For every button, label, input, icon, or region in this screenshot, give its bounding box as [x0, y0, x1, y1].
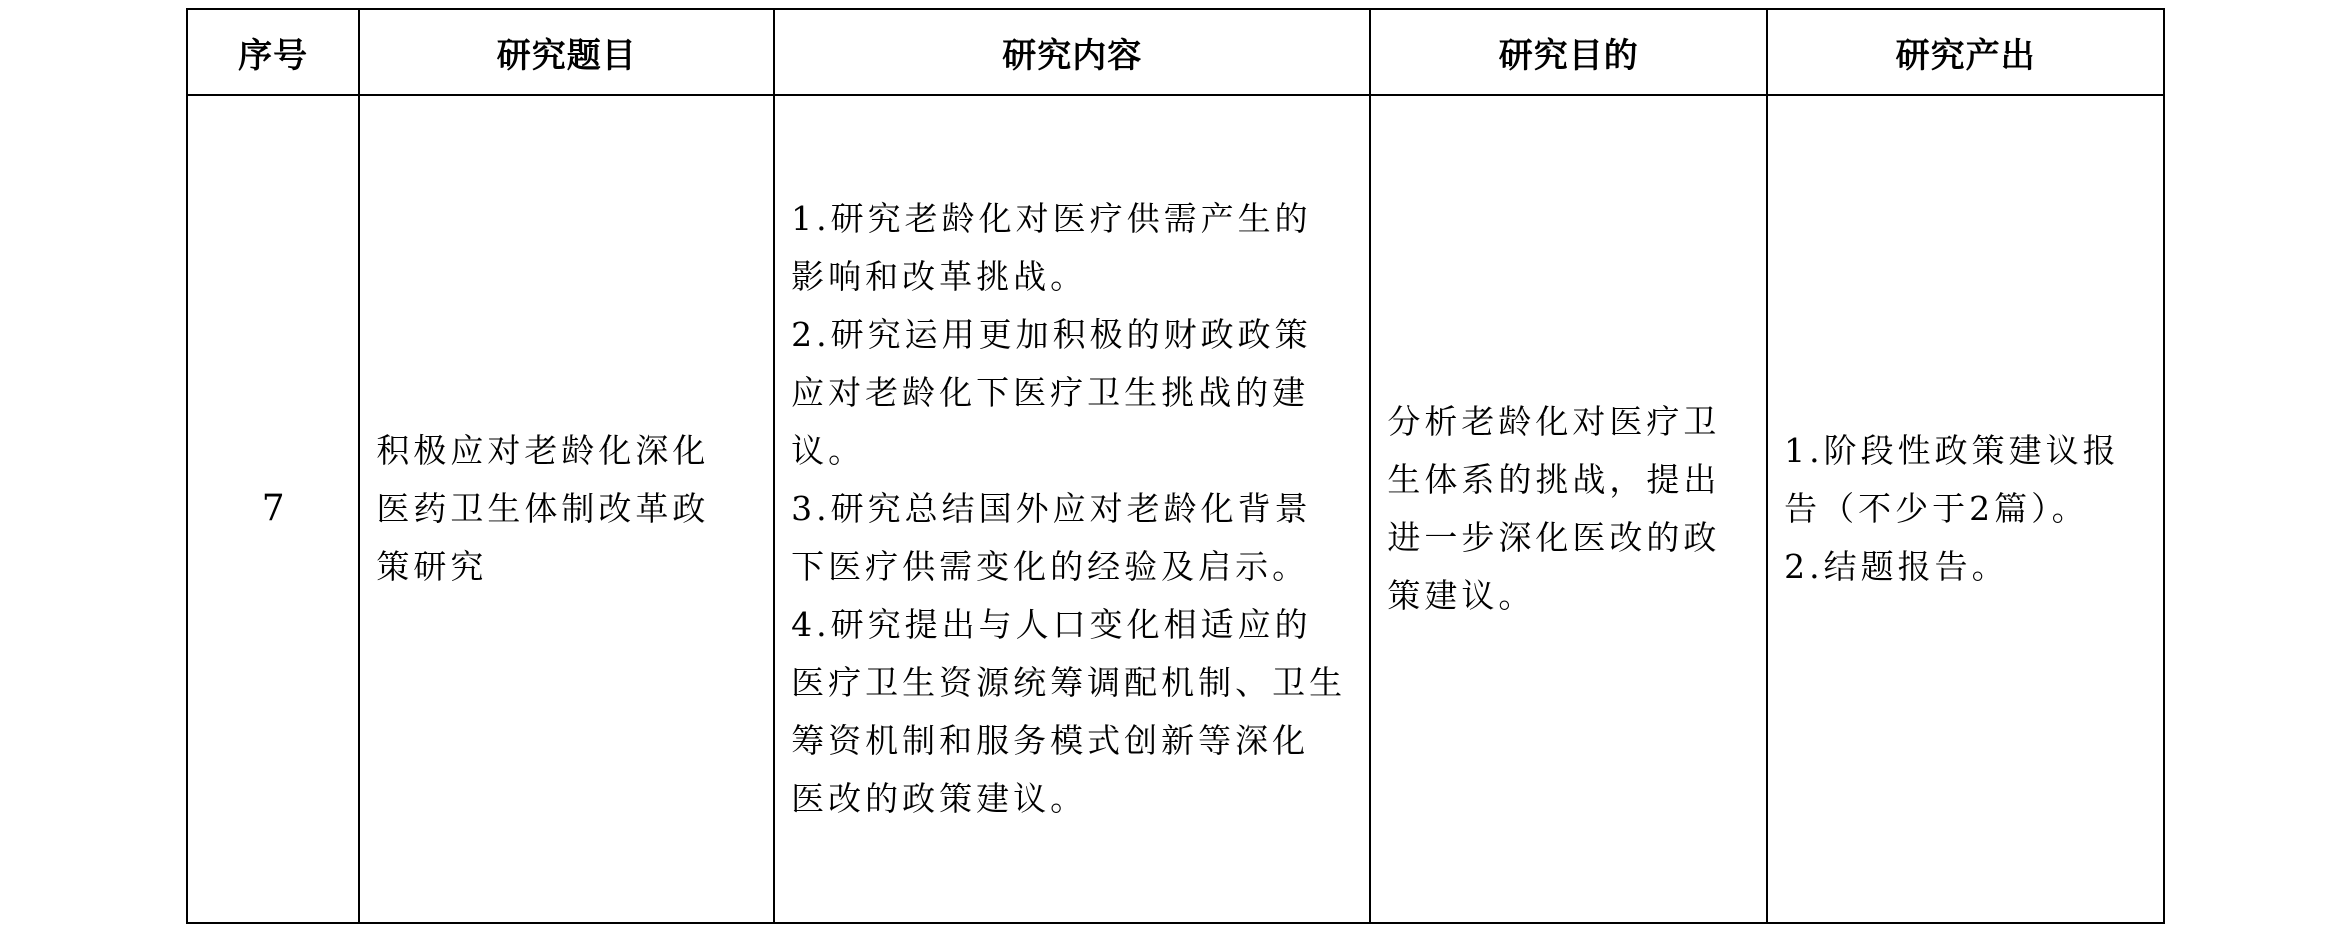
title-line: 积极应对老龄化深化 — [376, 431, 710, 470]
goal-line: 进一步深化医改的政 — [1387, 518, 1721, 557]
title-line: 策研究 — [376, 547, 488, 586]
content-line: 医改的政策建议。 — [791, 779, 1088, 818]
output-line: 告（不少于2篇）。 — [1784, 489, 2089, 528]
content-line: 议。 — [791, 431, 866, 470]
title-line: 医药卫生体制改革政 — [376, 489, 710, 528]
goal-line: 策建议。 — [1387, 576, 1536, 615]
content-line: 医疗卫生资源统筹调配机制、卫生 — [791, 663, 1347, 702]
research-title-cell — [359, 95, 774, 923]
output-line: 2.结题报告。 — [1784, 547, 2009, 586]
header-output: 研究产出 — [1767, 9, 2164, 95]
table-header-row — [187, 9, 2164, 95]
header-goal: 研究目的 — [1370, 9, 1767, 95]
table-row — [187, 95, 2164, 923]
research-topic-table — [186, 8, 2165, 924]
output-line: 1.阶段性政策建议报 — [1784, 431, 2120, 470]
content-line: 4.研究提出与人口变化相适应的 — [791, 605, 1312, 644]
content-line: 下医疗供需变化的经验及启示。 — [791, 547, 1310, 586]
research-output-cell — [1767, 95, 2164, 923]
research-goal-cell — [1370, 95, 1767, 923]
content-line: 1.研究老龄化对医疗供需产生的 — [791, 199, 1312, 238]
row-index-cell: 7 — [187, 95, 359, 923]
research-content-cell — [774, 95, 1370, 923]
content-line: 应对老龄化下医疗卫生挑战的建 — [791, 373, 1310, 412]
content-line: 2.研究运用更加积极的财政政策 — [791, 315, 1312, 354]
header-title: 研究题目 — [359, 9, 774, 95]
goal-line: 生体系的挑战，提出 — [1387, 460, 1721, 499]
header-content: 研究内容 — [774, 9, 1370, 95]
content-line: 影响和改革挑战。 — [791, 257, 1088, 296]
content-line: 筹资机制和服务模式创新等深化 — [791, 721, 1310, 760]
goal-line: 分析老龄化对医疗卫 — [1387, 402, 1721, 441]
content-line: 3.研究总结国外应对老龄化背景 — [791, 489, 1312, 528]
header-index: 序号 — [187, 9, 359, 95]
